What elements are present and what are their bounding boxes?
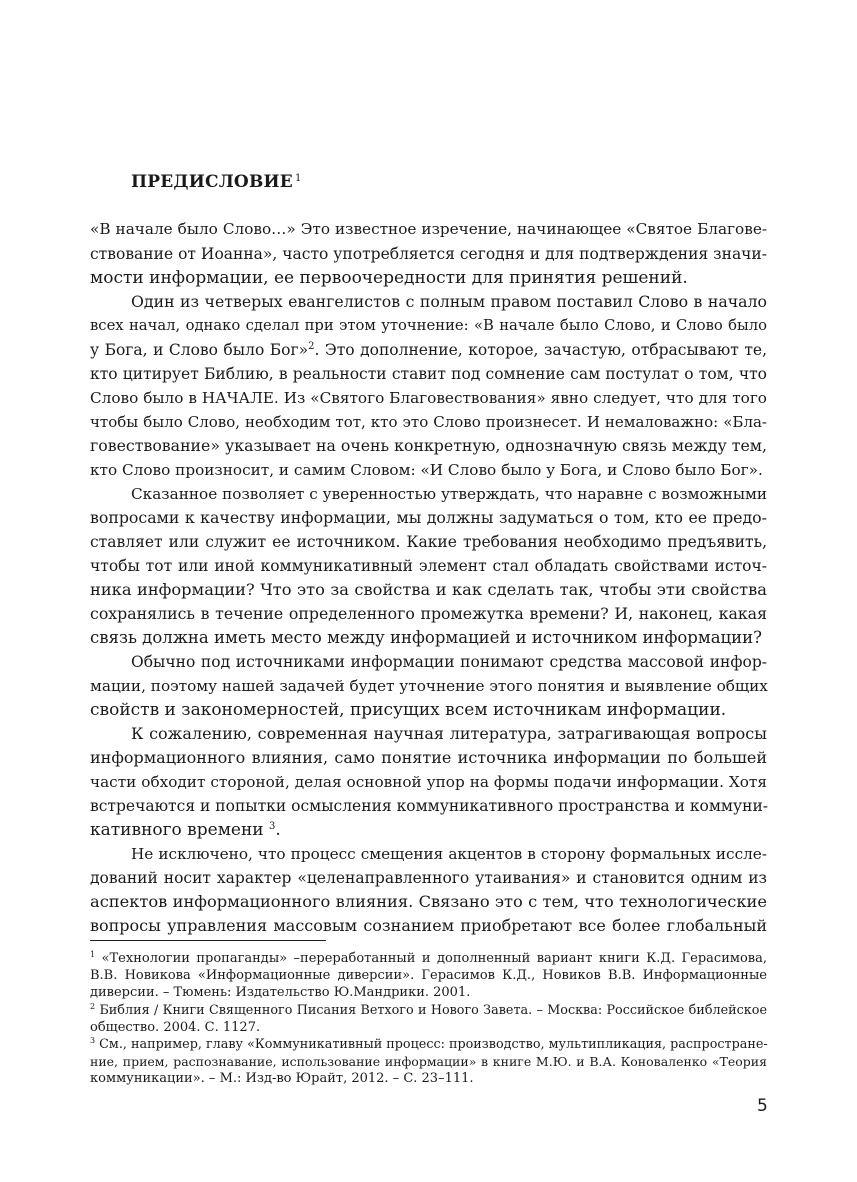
footnote-text: «Технологии пропаганды» –переработанный и дополненный вариант книги К.Д. Герасимова, bbox=[101, 951, 767, 966]
text-line: Не исключено, что процесс смещения акцентов в сторону формальных иссле- bbox=[131, 845, 767, 863]
text-line: вопросы управления массовым сознанием приобретают все более глобальный bbox=[90, 916, 767, 935]
text-line: связь должна иметь место между информацией и источником информации? bbox=[90, 628, 762, 647]
text-line: всех начал, однако сделал при этом уточнение: «В начале было Слово, и Слово было bbox=[90, 317, 767, 334]
text-line: ника информации? Что это за свойства и как сделать так, чтобы эти свойства bbox=[90, 580, 767, 599]
footnote-line bbox=[90, 1036, 767, 1053]
text-line: информационного влияния, само понятие источника информации по большей bbox=[90, 748, 767, 767]
text-line: мации, поэтому нашей задачей будет уточнение этого понятия и выявление общих bbox=[90, 677, 768, 695]
text-line: говествование» указывает на очень конкретную, однозначную связь между тем, bbox=[90, 436, 768, 455]
text-line: Обычно под источниками информации понимают средства массовой инфор- bbox=[131, 653, 767, 671]
footnote-number: 3 bbox=[90, 1036, 96, 1045]
text-line: дований носит характер «целенаправленного утаивания» и становится одним из bbox=[90, 869, 767, 887]
footnote-number: 1 bbox=[90, 950, 96, 959]
footnote-line bbox=[90, 1002, 767, 1019]
text-line: чтобы тот или иной коммуникативный элемент стал обладать свойствами источ- bbox=[90, 557, 767, 575]
text-fragment: у Бога, и Слово было Бог» bbox=[90, 341, 309, 359]
footnote-line: общество. 2004. С. 1127. bbox=[90, 1020, 261, 1035]
text-line: ствование от Иоанна», часто употребляется сегодня и для подтверждения значи- bbox=[90, 245, 767, 263]
text-line: свойств и закономерностей, присущих всем источникам информации. bbox=[90, 700, 727, 720]
text-fragment: . bbox=[275, 820, 281, 840]
page-number: 5 bbox=[757, 1096, 768, 1116]
text-line: кто Слово произносит, и самим Словом: «И Слово было у Бога, и Слово было Бог». bbox=[90, 461, 763, 479]
footnote-line: В.В. Новикова «Информационные диверсии». Герасимов К.Д., Новиков В.В. Информационные bbox=[90, 968, 767, 983]
footnote-line bbox=[90, 950, 767, 967]
text-line: К сожалению, современная научная литература, затрагивающая вопросы bbox=[131, 724, 767, 743]
footnote-divider bbox=[90, 940, 326, 941]
heading-text: ПРЕДИСЛОВИЕ bbox=[131, 172, 293, 192]
text-fragment: кативного времени bbox=[90, 820, 264, 840]
footnote-line: диверсии. – Тюмень: Издательство Ю.Мандрики. 2001. bbox=[90, 985, 471, 1000]
text-line: «В начале было Слово…» Это известное изречение, начинающее «Святое Благове- bbox=[90, 220, 767, 238]
text-line: мости информации, ее первоочередности для принятия решений. bbox=[90, 268, 688, 288]
footnote-ref: 1 bbox=[294, 173, 302, 184]
page-title bbox=[131, 172, 302, 192]
text-line: сохранялись в течение определенного промежутка времени? И, наконец, какая bbox=[90, 604, 767, 623]
text-line: части обходит стороной, делая основной упор на формы подачи информации. Хотя bbox=[90, 773, 767, 791]
text-line: аспектов информационного влияния. Связано это с тем, что технологические bbox=[90, 892, 767, 911]
footnote-line: ние, прием, распознавание, использование информации» в книге М.Ю. и В.А. Коноваленко «Теория bbox=[90, 1054, 767, 1069]
footnote-text: См., например, главу «Коммуникативный процесс: производство, мультипликация, распростране- bbox=[99, 1037, 768, 1052]
text-line: Сказанное позволяет с уверенностью утверждать, что наравне с возможными bbox=[131, 485, 767, 503]
footnote-text: Библия / Книги Священного Писания Ветхого и Нового Завета. – Москва: Российское библейское bbox=[99, 1003, 767, 1018]
text-line bbox=[90, 338, 767, 362]
text-line bbox=[90, 818, 767, 842]
text-line: чтобы было Слово, необходим тот, кто это Слово произнесет. И немаловажно: «Бла- bbox=[90, 413, 767, 431]
footnote-ref: 3 bbox=[269, 821, 276, 832]
text-line: Один из четверых евангелистов с полным правом поставил Слово в начало bbox=[131, 292, 767, 311]
text-line: вопросами к качеству информации, мы должны задуматься о том, кто ее предо- bbox=[90, 508, 767, 527]
footnote-number: 2 bbox=[90, 1002, 96, 1011]
text-line: Слово было в НАЧАЛЕ. Из «Святого Благовествования» явно следует, что для того bbox=[90, 389, 767, 407]
text-line: встречаются и попытки осмысления коммуникативного пространства и коммуни- bbox=[90, 797, 769, 815]
footnote-ref: 2 bbox=[308, 341, 315, 352]
text-fragment: . Это дополнение, которое, зачастую, отбрасывают те, bbox=[314, 341, 767, 359]
text-line: ставляет или служит ее источником. Какие требования необходимо предъявить, bbox=[90, 533, 767, 551]
footnote-line: коммуникации». – М.: Изд-во Юрайт, 2012. – С. 23–111. bbox=[90, 1071, 474, 1086]
text-line: кто цитирует Библию, в реальности ставит под сомнение сам постулат о том, что bbox=[90, 365, 767, 383]
